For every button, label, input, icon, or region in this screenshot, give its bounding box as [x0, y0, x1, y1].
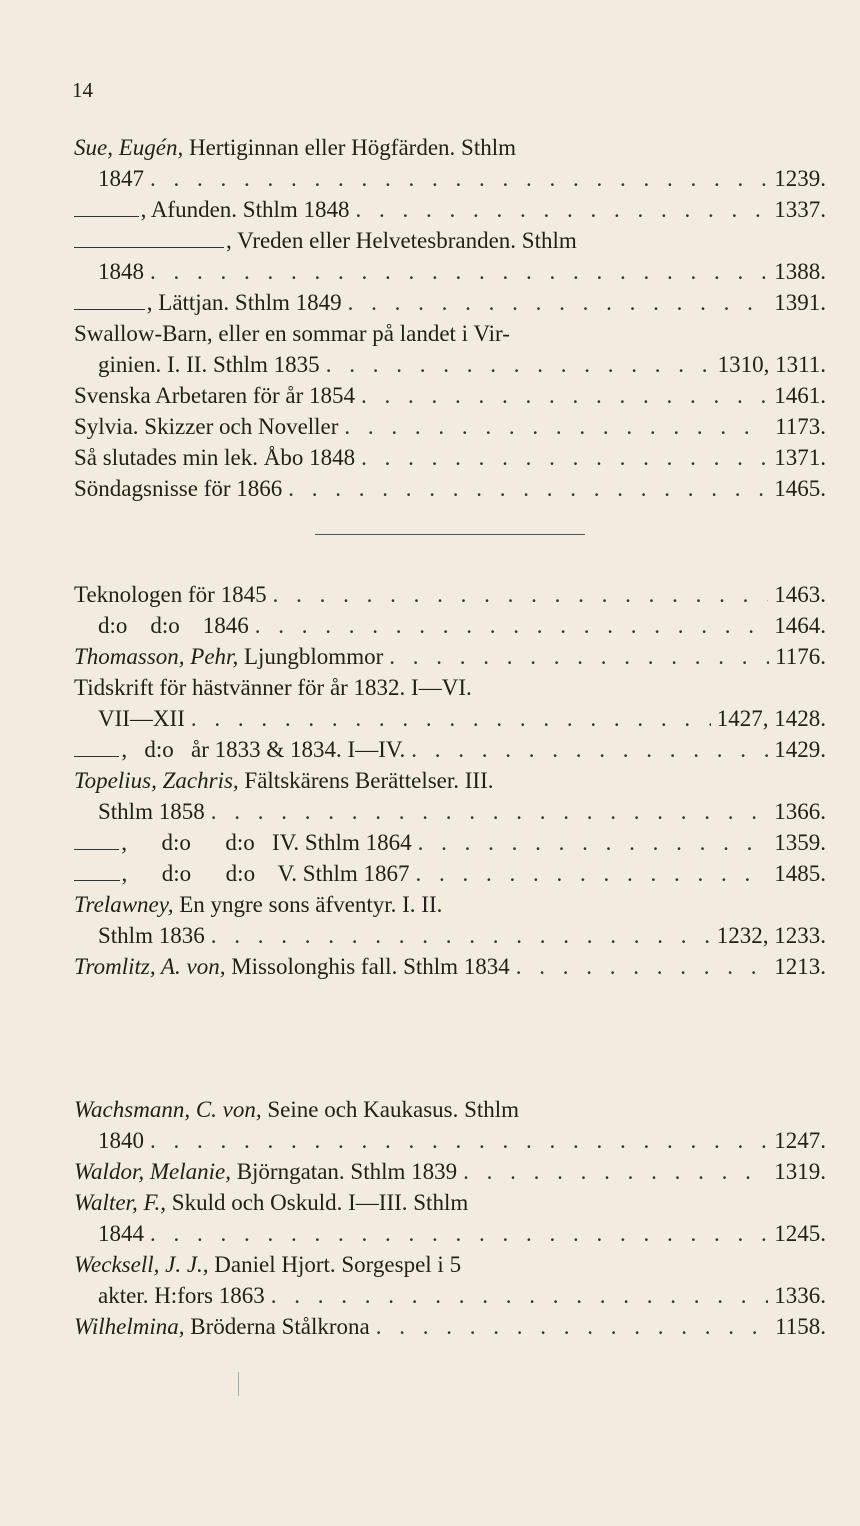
- list-item: [74, 1249, 826, 1311]
- entry-continuation: 1844: [98, 1221, 144, 1246]
- entry-title: d:o d:o 1846: [98, 613, 249, 638]
- entry-title: Ljungblommor: [243, 644, 384, 669]
- entry-title: Svenska Arbetaren för år 1854: [74, 383, 356, 408]
- entry-author: Tromlitz, A. von,: [74, 954, 226, 979]
- entry-reference: 1366.: [774, 799, 826, 824]
- printing-mark: [238, 1372, 239, 1396]
- entry-title: En yngre sons äfventyr. I. II.: [179, 892, 443, 917]
- section-divider: [315, 534, 585, 535]
- list-item: [74, 411, 826, 442]
- entry-continuation: 1840: [98, 1128, 144, 1153]
- entry-reference: 1463.: [774, 582, 826, 607]
- entry-author: Wilhelmina,: [74, 1314, 185, 1339]
- leader-dots: [361, 442, 768, 473]
- entry-continuation: VII—XII: [98, 706, 185, 731]
- leader-dots: [288, 473, 768, 504]
- section-gap: [74, 982, 826, 1094]
- leader-dots: [150, 1125, 768, 1156]
- entry-author: Sue, Eugén,: [74, 135, 184, 160]
- list-item: [74, 194, 826, 225]
- entry-continuation: 1848: [98, 259, 144, 284]
- entry-author: Trelawney,: [74, 892, 174, 917]
- list-item: [74, 318, 826, 380]
- list-item: [74, 1094, 826, 1156]
- list-item: [74, 858, 826, 889]
- entry-continuation: akter. H:fors 1863: [98, 1283, 265, 1308]
- entry-title: Så slutades min lek. Åbo 1848: [74, 445, 356, 470]
- ditto-dash: [74, 756, 119, 757]
- leader-dots: [344, 411, 769, 442]
- page-number: 14: [72, 78, 93, 102]
- leader-dots: [326, 349, 712, 380]
- entry-reference: 1213.: [774, 954, 826, 979]
- entry-reference: 1429.: [774, 737, 826, 762]
- entry-reference: 1427, 1428.: [716, 706, 826, 731]
- entry-reference: 1247.: [774, 1128, 826, 1153]
- entry-reference: 1158.: [775, 1314, 826, 1339]
- leader-dots: [150, 1218, 768, 1249]
- entry-title: Bröderna Stålkrona: [190, 1314, 370, 1339]
- leader-dots: [211, 796, 769, 827]
- entry-title: , d:o d:o IV. Sthlm 1864: [121, 830, 412, 855]
- entry-reference: 1391.: [774, 290, 826, 315]
- list-item: [74, 734, 826, 765]
- entry-author: Walter, F.,: [74, 1190, 167, 1215]
- leader-dots: [418, 827, 769, 858]
- entry-title: , d:o år 1833 & 1834. I—IV.: [121, 737, 406, 762]
- list-item: [74, 442, 826, 473]
- entry-reference: 1239.: [774, 166, 826, 191]
- ditto-dash: [74, 880, 120, 881]
- catalog-list: [74, 132, 826, 1342]
- list-item: [74, 827, 826, 858]
- leader-dots: [389, 641, 769, 672]
- list-item: [74, 610, 826, 641]
- entry-title: , d:o d:o V. Sthlm 1867: [121, 861, 410, 886]
- list-item: [74, 765, 826, 827]
- list-item: [74, 889, 826, 951]
- entry-title: Daniel Hjort. Sorgespel i 5: [214, 1252, 462, 1277]
- entry-reference: 1337.: [774, 197, 826, 222]
- entry-author: Wachsmann, C. von,: [74, 1097, 262, 1122]
- leader-dots: [211, 920, 711, 951]
- list-item: [74, 380, 826, 411]
- leader-dots: [255, 610, 768, 641]
- entry-reference: 1485.: [774, 861, 826, 886]
- entry-author: Topelius, Zachris,: [74, 768, 239, 793]
- leader-dots: [273, 579, 769, 610]
- entry-title: Fältskärens Berättelser. III.: [244, 768, 494, 793]
- entry-title: Skuld och Oskuld. I—III. Sthlm: [171, 1190, 469, 1215]
- entry-continuation: ginien. I. II. Sthlm 1835: [98, 352, 320, 377]
- entry-reference: 1176.: [775, 644, 826, 669]
- entry-reference: 1336.: [774, 1283, 826, 1308]
- entry-title: , Vreden eller Helvetesbranden. Sthlm: [226, 228, 577, 253]
- entry-title: Teknologen för 1845: [74, 582, 267, 607]
- entry-continuation: 1847: [98, 166, 144, 191]
- list-item: [74, 951, 826, 982]
- entry-title: Seine och Kaukasus. Sthlm: [267, 1097, 520, 1122]
- entry-title: Björngatan. Sthlm 1839: [236, 1159, 458, 1184]
- entry-reference: 1173.: [775, 414, 826, 439]
- list-item: [74, 641, 826, 672]
- leader-dots: [356, 194, 769, 225]
- list-item: [74, 225, 826, 287]
- entry-title: Tidskrift för hästvänner för år 1832. I—VI.: [74, 675, 472, 700]
- leader-dots: [416, 858, 769, 889]
- list-item: [74, 473, 826, 504]
- entry-reference: 1232, 1233.: [716, 923, 826, 948]
- entry-continuation: Sthlm 1858: [98, 799, 205, 824]
- leader-dots: [191, 703, 711, 734]
- entry-reference: 1371.: [774, 445, 826, 470]
- entry-reference: 1461.: [774, 383, 826, 408]
- leader-dots: [150, 256, 768, 287]
- leader-dots: [271, 1280, 769, 1311]
- list-item: [74, 672, 826, 734]
- list-item: [74, 1311, 826, 1342]
- entry-author: Waldor, Melanie,: [74, 1159, 231, 1184]
- entry-reference: 1464.: [774, 613, 826, 638]
- list-item: [74, 287, 826, 318]
- leader-dots: [150, 163, 768, 194]
- entry-reference: 1310, 1311.: [717, 352, 826, 377]
- ditto-dash: [74, 216, 139, 217]
- entry-reference: 1465.: [774, 476, 826, 501]
- list-item: [74, 579, 826, 610]
- entry-reference: 1319.: [774, 1159, 826, 1184]
- ditto-dash: [74, 849, 119, 850]
- entry-title: Missolonghis fall. Sthlm 1834: [231, 954, 510, 979]
- list-item: [74, 1156, 826, 1187]
- leader-dots: [376, 1311, 769, 1342]
- entry-continuation: Sthlm 1836: [98, 923, 205, 948]
- entry-reference: 1359.: [774, 830, 826, 855]
- entry-title: Hertiginnan eller Högfärden. Sthlm: [188, 135, 516, 160]
- entry-title: Söndagsnisse för 1866: [74, 476, 283, 501]
- ditto-dash: [74, 309, 145, 310]
- entry-reference: 1245.: [774, 1221, 826, 1246]
- leader-dots: [411, 734, 768, 765]
- leader-dots: [516, 951, 768, 982]
- list-item: [74, 1187, 826, 1249]
- ditto-dash: [74, 247, 224, 248]
- list-item: [74, 132, 826, 194]
- entry-author: Wecksell, J. J.,: [74, 1252, 209, 1277]
- leader-dots: [361, 380, 768, 411]
- entry-author: Thomasson, Pehr,: [74, 644, 239, 669]
- entry-title: Sylvia. Skizzer och Noveller: [74, 414, 339, 439]
- entry-title: , Lättjan. Sthlm 1849: [146, 290, 342, 315]
- entry-reference: 1388.: [774, 259, 826, 284]
- entry-title: , Afunden. Sthlm 1848: [140, 197, 350, 222]
- entry-title: Swallow-Barn, eller en sommar på landet i Vir-: [74, 321, 510, 346]
- leader-dots: [463, 1156, 768, 1187]
- leader-dots: [348, 287, 769, 318]
